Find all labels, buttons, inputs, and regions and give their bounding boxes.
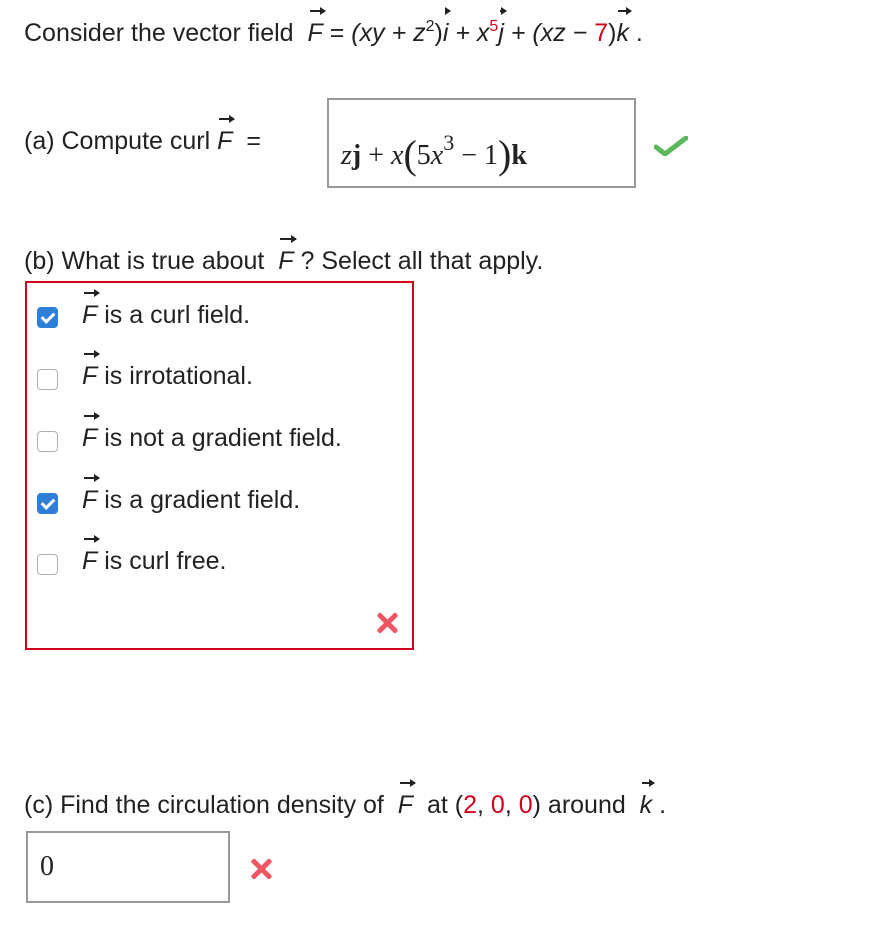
answer-x2: x: [430, 140, 444, 171]
answer-plus: +: [368, 140, 385, 171]
part-b-label: [24, 246, 543, 276]
part-c-around: ) around: [532, 791, 626, 819]
option-1-label[interactable]: [82, 300, 250, 330]
unit-i: i: [442, 19, 449, 47]
answer-minus-one: − 1: [454, 140, 499, 171]
option-4-label[interactable]: [82, 485, 300, 515]
statement-period: .: [635, 19, 643, 47]
part-c-unit-k: k: [639, 791, 653, 819]
point-x: 2: [463, 791, 478, 819]
part-a-equals: =: [246, 127, 261, 155]
option-4-field-symbol: F: [82, 486, 98, 514]
answer-coef: 5: [416, 140, 431, 171]
option-5-field-symbol: F: [82, 547, 98, 575]
part-c-at: at (: [426, 791, 464, 819]
option-5-text: is curl free.: [104, 547, 227, 575]
answer-z: z: [341, 140, 352, 171]
option-3-field-symbol: F: [82, 424, 98, 452]
problem-statement: [24, 18, 643, 52]
part-c-period: .: [659, 791, 667, 819]
answer-exponent: 3: [443, 130, 455, 155]
part-a-answer-box[interactable]: [327, 98, 636, 188]
part-c-field-symbol: F: [397, 791, 414, 819]
option-3-text: is not a gradient field.: [104, 424, 342, 452]
term3-close: ): [608, 19, 617, 47]
option-2-text: is irrotational.: [104, 362, 253, 390]
term1: (xy + z: [351, 19, 426, 47]
unit-k: k: [616, 19, 629, 47]
term2-exponent: 5: [489, 18, 499, 35]
option-5-checkbox[interactable]: [37, 554, 58, 575]
part-c-text: (c) Find the circulation density of: [24, 791, 384, 819]
part-a-text: (a) Compute curl: [24, 127, 211, 155]
answer-x: x: [391, 140, 404, 171]
term2: + x: [455, 19, 490, 47]
part-b-incorrect-icon: [374, 610, 400, 636]
part-b-text-post: ? Select all that apply.: [300, 247, 544, 275]
part-b-options-box: [25, 281, 414, 650]
option-2-checkbox[interactable]: [37, 369, 58, 390]
part-b-field-symbol: F: [278, 247, 294, 275]
option-4-text: is a gradient field.: [104, 486, 301, 514]
part-a-field-symbol: F: [217, 127, 233, 155]
answer-j: j: [351, 140, 362, 171]
option-3-label[interactable]: [82, 423, 342, 453]
option-1-field-symbol: F: [82, 301, 98, 329]
answer-close-paren: ): [498, 132, 512, 177]
term1-close: ): [434, 19, 443, 47]
option-2-label[interactable]: [82, 361, 253, 391]
point-z: 0: [518, 791, 533, 819]
option-3-checkbox[interactable]: [37, 431, 58, 452]
comma-1: ,: [477, 791, 491, 819]
field-symbol: F: [307, 19, 323, 47]
equals-sign: =: [329, 19, 345, 47]
part-c-answer-input[interactable]: [26, 831, 230, 903]
intro-text: Consider the vector field: [24, 19, 294, 47]
option-4-checkbox[interactable]: [37, 493, 58, 514]
correct-check-icon: [654, 136, 688, 156]
option-5-label[interactable]: [82, 546, 227, 576]
part-a-answer-expression: [341, 127, 527, 177]
option-2-field-symbol: F: [82, 362, 98, 390]
option-1-text: is a curl field.: [104, 301, 251, 329]
answer-open-paren: (: [403, 132, 417, 177]
comma-2: ,: [504, 791, 519, 819]
part-c-incorrect-icon: [248, 856, 274, 882]
term3-constant: 7: [594, 19, 609, 47]
option-1-checkbox[interactable]: [37, 307, 58, 328]
part-c-answer-value: 0: [40, 851, 54, 882]
part-c-label: [24, 790, 666, 820]
term3: + (xz −: [510, 19, 588, 47]
unit-j: j: [498, 19, 504, 47]
point-y: 0: [490, 791, 505, 819]
term1-exponent: 2: [425, 18, 435, 35]
part-b-text: (b) What is true about: [24, 247, 265, 275]
answer-k: k: [511, 140, 527, 171]
part-a-label: [24, 126, 261, 156]
